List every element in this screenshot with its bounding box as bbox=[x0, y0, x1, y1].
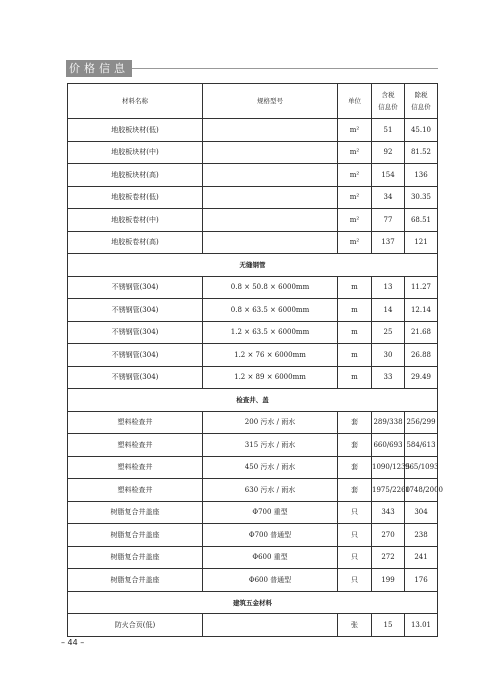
cell-name: 树脂复合井盖座 bbox=[68, 501, 203, 524]
cell-spec: 1.2 × 76 × 6000mm bbox=[203, 344, 338, 367]
table-row bbox=[68, 524, 438, 547]
col-header-name: 材料名称 bbox=[68, 84, 203, 119]
cell-tax-excl: 68.51 bbox=[405, 209, 438, 232]
col-header-tax-incl bbox=[372, 84, 405, 119]
table-header-row bbox=[68, 84, 438, 119]
cell-spec: 315 污水 / 雨水 bbox=[203, 434, 338, 457]
cell-name: 不锈钢管(304) bbox=[68, 366, 203, 389]
cell-spec: 200 污水 / 雨水 bbox=[203, 411, 338, 434]
cell-spec bbox=[203, 209, 338, 232]
cell-name: 地胶板卷材(低) bbox=[68, 186, 203, 209]
cell-tax-excl: 176 bbox=[405, 569, 438, 592]
cell-spec: 1.2 × 89 × 6000mm bbox=[203, 366, 338, 389]
col-header-spec: 规格型号 bbox=[203, 84, 338, 119]
cell-tax-incl: 289/338 bbox=[372, 411, 405, 434]
cell-tax-incl: 270 bbox=[372, 524, 405, 547]
table-row bbox=[68, 276, 438, 299]
cell-tax-excl: 241 bbox=[405, 546, 438, 569]
table-row bbox=[68, 299, 438, 322]
cell-name: 塑料检查井 bbox=[68, 456, 203, 479]
category-label: 检查井、盖 bbox=[68, 389, 438, 412]
cell-name: 塑料检查井 bbox=[68, 434, 203, 457]
cell-spec bbox=[203, 141, 338, 164]
table-row bbox=[68, 344, 438, 367]
cell-tax-incl: 1975/2260 bbox=[372, 479, 405, 502]
cell-tax-incl: 199 bbox=[372, 569, 405, 592]
col-header-tax-excl bbox=[405, 84, 438, 119]
cell-name: 不锈钢管(304) bbox=[68, 321, 203, 344]
cell-tax-excl: 584/613 bbox=[405, 434, 438, 457]
section-title: 价格信息 bbox=[66, 60, 132, 77]
cell-name: 地胶板块材(低) bbox=[68, 119, 203, 142]
cell-spec: 0.8 × 63.5 × 6000mm bbox=[203, 299, 338, 322]
cell-unit: m bbox=[338, 366, 372, 389]
cell-spec bbox=[203, 614, 338, 637]
cell-unit: m² bbox=[338, 209, 372, 232]
category-label: 建筑五金材料 bbox=[68, 591, 438, 614]
table-row bbox=[68, 209, 438, 232]
cell-unit: 只 bbox=[338, 501, 372, 524]
table-row bbox=[68, 569, 438, 592]
cell-tax-excl: 965/1093 bbox=[405, 456, 438, 479]
cell-tax-excl: 256/299 bbox=[405, 411, 438, 434]
cell-name: 树脂复合井盖座 bbox=[68, 569, 203, 592]
cell-name: 不锈钢管(304) bbox=[68, 344, 203, 367]
cell-tax-excl: 26.88 bbox=[405, 344, 438, 367]
cell-unit: m bbox=[338, 344, 372, 367]
cell-unit: m bbox=[338, 321, 372, 344]
cell-tax-excl: 30.35 bbox=[405, 186, 438, 209]
table-row bbox=[68, 366, 438, 389]
cell-tax-incl: 660/693 bbox=[372, 434, 405, 457]
col-header-tax-excl-line1: 除税 bbox=[414, 91, 428, 99]
cell-unit: m bbox=[338, 299, 372, 322]
table-row bbox=[68, 479, 438, 502]
table-row bbox=[68, 614, 438, 637]
cell-spec: Φ600 重型 bbox=[203, 546, 338, 569]
cell-spec: 0.8 × 50.8 × 6000mm bbox=[203, 276, 338, 299]
cell-tax-incl: 13 bbox=[372, 276, 405, 299]
category-label: 无缝钢管 bbox=[68, 254, 438, 277]
cell-unit: 套 bbox=[338, 456, 372, 479]
cell-tax-excl: 304 bbox=[405, 501, 438, 524]
table-row bbox=[68, 411, 438, 434]
cell-unit: m² bbox=[338, 231, 372, 254]
table-row bbox=[68, 546, 438, 569]
cell-unit: 只 bbox=[338, 569, 372, 592]
cell-tax-excl: 136 bbox=[405, 164, 438, 187]
section-divider bbox=[132, 68, 438, 69]
cell-spec: 630 污水 / 雨水 bbox=[203, 479, 338, 502]
category-row bbox=[68, 591, 438, 614]
cell-name: 树脂复合井盖座 bbox=[68, 546, 203, 569]
cell-spec bbox=[203, 186, 338, 209]
category-row bbox=[68, 254, 438, 277]
cell-unit: 套 bbox=[338, 434, 372, 457]
col-header-tax-excl-line2: 信息价 bbox=[411, 103, 431, 111]
cell-tax-incl: 15 bbox=[372, 614, 405, 637]
cell-name: 塑料检查井 bbox=[68, 479, 203, 502]
cell-tax-excl: 12.14 bbox=[405, 299, 438, 322]
cell-tax-excl: 13.01 bbox=[405, 614, 438, 637]
cell-name: 不锈钢管(304) bbox=[68, 299, 203, 322]
cell-tax-incl: 343 bbox=[372, 501, 405, 524]
cell-tax-incl: 25 bbox=[372, 321, 405, 344]
cell-spec bbox=[203, 231, 338, 254]
cell-tax-incl: 33 bbox=[372, 366, 405, 389]
cell-tax-excl: 29.49 bbox=[405, 366, 438, 389]
cell-unit: 张 bbox=[338, 614, 372, 637]
cell-tax-excl: 45.10 bbox=[405, 119, 438, 142]
cell-spec bbox=[203, 164, 338, 187]
cell-tax-incl: 51 bbox=[372, 119, 405, 142]
col-header-tax-incl-line1: 含税 bbox=[381, 91, 395, 99]
cell-unit: m² bbox=[338, 141, 372, 164]
cell-tax-excl: 238 bbox=[405, 524, 438, 547]
cell-tax-incl: 92 bbox=[372, 141, 405, 164]
table-row bbox=[68, 164, 438, 187]
cell-spec bbox=[203, 119, 338, 142]
table-row bbox=[68, 434, 438, 457]
cell-unit: 只 bbox=[338, 524, 372, 547]
cell-tax-excl: 11.27 bbox=[405, 276, 438, 299]
table-row bbox=[68, 119, 438, 142]
table-row bbox=[68, 231, 438, 254]
cell-spec: Φ600 普通型 bbox=[203, 569, 338, 592]
cell-spec: 1.2 × 63.5 × 6000mm bbox=[203, 321, 338, 344]
category-row bbox=[68, 389, 438, 412]
cell-tax-excl: 121 bbox=[405, 231, 438, 254]
cell-tax-excl: 21.68 bbox=[405, 321, 438, 344]
cell-tax-incl: 1090/1235 bbox=[372, 456, 405, 479]
cell-unit: m bbox=[338, 276, 372, 299]
cell-name: 防火合页(低) bbox=[68, 614, 203, 637]
cell-tax-excl: 81.52 bbox=[405, 141, 438, 164]
cell-unit: 只 bbox=[338, 546, 372, 569]
cell-unit: 套 bbox=[338, 479, 372, 502]
cell-unit: m² bbox=[338, 119, 372, 142]
cell-tax-incl: 14 bbox=[372, 299, 405, 322]
cell-unit: m² bbox=[338, 186, 372, 209]
cell-tax-incl: 77 bbox=[372, 209, 405, 232]
cell-tax-incl: 154 bbox=[372, 164, 405, 187]
table-row bbox=[68, 186, 438, 209]
table-row bbox=[68, 141, 438, 164]
cell-name: 不锈钢管(304) bbox=[68, 276, 203, 299]
price-table bbox=[67, 83, 443, 637]
cell-tax-incl: 272 bbox=[372, 546, 405, 569]
cell-tax-incl: 137 bbox=[372, 231, 405, 254]
cell-name: 地胶板块材(中) bbox=[68, 141, 203, 164]
cell-tax-incl: 34 bbox=[372, 186, 405, 209]
cell-tax-incl: 30 bbox=[372, 344, 405, 367]
table-row bbox=[68, 456, 438, 479]
col-header-tax-incl-line2: 信息价 bbox=[378, 103, 398, 111]
table-row bbox=[68, 501, 438, 524]
col-header-unit: 单位 bbox=[338, 84, 372, 119]
cell-name: 地胶板卷材(高) bbox=[68, 231, 203, 254]
cell-tax-excl: 1748/2000 bbox=[405, 479, 438, 502]
cell-unit: 套 bbox=[338, 411, 372, 434]
cell-name: 地胶板块材(高) bbox=[68, 164, 203, 187]
cell-spec: Φ700 普通型 bbox=[203, 524, 338, 547]
cell-spec: Φ700 重型 bbox=[203, 501, 338, 524]
cell-name: 塑料检查井 bbox=[68, 411, 203, 434]
cell-name: 地胶板卷材(中) bbox=[68, 209, 203, 232]
cell-unit: m² bbox=[338, 164, 372, 187]
table-row bbox=[68, 321, 438, 344]
page-number: – 44 – bbox=[61, 638, 85, 647]
cell-spec: 450 污水 / 雨水 bbox=[203, 456, 338, 479]
cell-name: 树脂复合井盖座 bbox=[68, 524, 203, 547]
table-body bbox=[68, 119, 443, 637]
